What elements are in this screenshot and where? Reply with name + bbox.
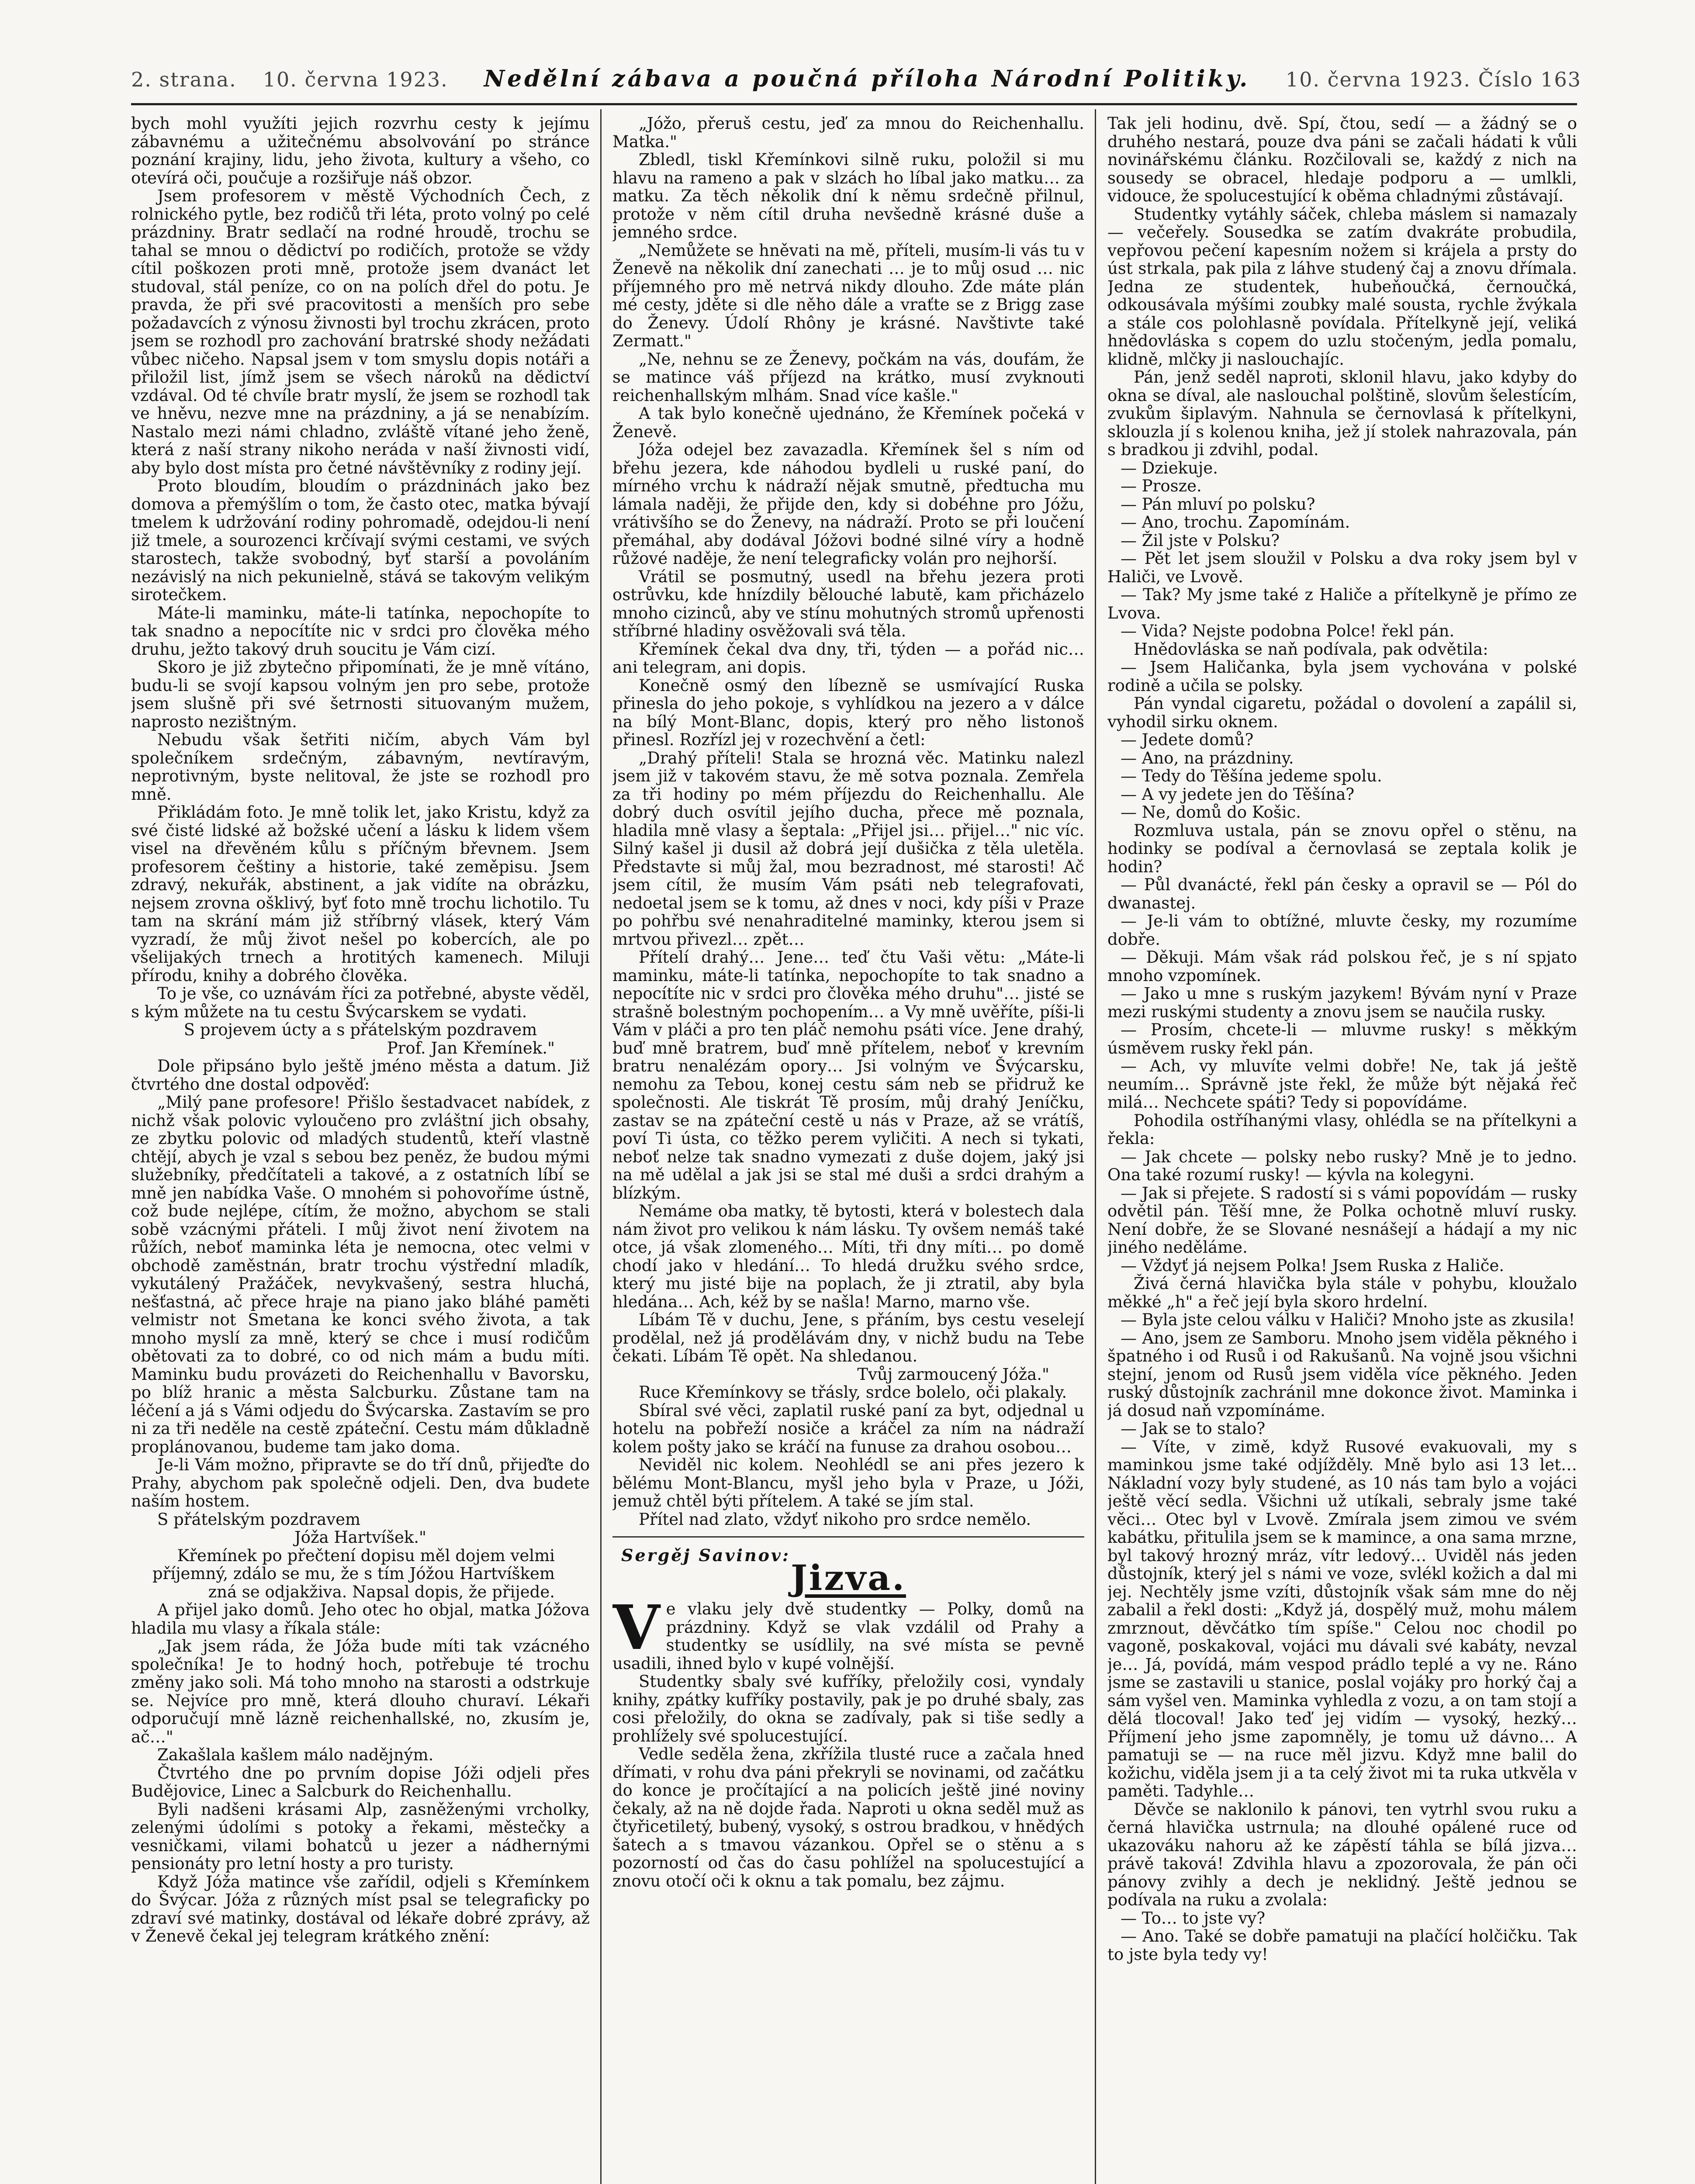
paragraph: — Jako u mne s ruským jazykem! Bývám nyní v Praze mezi ruskými studenty a znovu jsem se naučila rusky. [1107,984,1577,1021]
paragraph: Sbíral své věci, zaplatil ruské paní za byt, odjednal u hotelu na pobřeží nosiče a kráčel za ním na nádraží kolem pošty jako se kráčí na funuse za drahou osobou… [612,1401,1084,1456]
page-header [131,66,1581,96]
paragraph: Jóža odejel bez zavazadla. Křemínek šel s ním od břehu jezera, kde náhodou bydleli u ruské paní, do mírného vrchu k nádraží nějak smutně, předtucha mu lámala naději, že přijde den, kdy si dobéhne pro Jóžu, vrátivšího se do Ženevy, na nádraží. Proto se při loučení přemáhal, aby dodával Jóžovi bodné silné víry a hodně růžové naděje, že není telegraficky volán pro nejhorší. [612,440,1084,568]
column-divider [1095,109,1096,2184]
paragraph: Studentky vytáhly sáček, chleba máslem si namazaly — večeřely. Sousedka se zatím dvakráte probudila, vepřovou pečení kapesním nožem si krájela a prsty do úst strkala, pak pila z láhve studený čaj a znovu dřímala. Jedna ze studentek, hubeňoučká, černoučká, odkousávala mýšími zoubky malé sousta, rychle žvýkala a stále cos polohlasně povídala. Přítelkyně její, veliká hnědovláska s copem do uzlu stočeným, jedla pomalu, klidně, mlčky ji naslouchajíc. [1107,204,1577,369]
paragraph: — Jak si přejete. S radostí si s vámi popovídám — rusky odvětil pán. Těší mne, že Polka ochotně mluví rusky. Není dobře, že se Slované nesnášejí a hádají a my nic jiného neděláme. [1107,1183,1577,1257]
paragraph: Jóža Hartvíšek." [294,1528,427,1547]
paragraph: — Prosím, chcete-li — mluvme rusky! s měkkým úsměvem rusky řekl pán. [1107,1020,1577,1057]
paragraph: — Ach, vy mluvíte velmi dobře! Ne, tak já ještě neumím… Správně jste řekl, že může být nějaká řeč milá… Nechcete spáti? Tedy si popovídáme. [1107,1057,1577,1112]
paragraph: — Tedy do Těšína jedeme spolu. [1121,767,1382,785]
paragraph: Živá černá hlavička byla stále v pohybu, kloužalo měkké „h" a řeč její byla skoro hrdelní. [1107,1274,1577,1311]
paragraph: — To… to jste vy? [1121,1908,1266,1928]
paragraph: Máte-li maminku, máte-li tatínka, nepochopíte to tak snadno a nepocítíte nic v srdci pro člověka mého druhu, ježto takový druh soucitu je Vám cizí. [131,603,590,659]
paragraph: Byli nadšeni krásami Alp, zasněženými vrcholky, zelenými údolími s potoky a řekami, městečky a vesničkami, vilami bohatců u jezer a nádhernými pensionáty pro letní hosty a pro turisty. [131,1800,590,1873]
paragraph: Prof. Jan Křemínek." [387,1038,555,1057]
paragraph: Vedle seděla žena, zkřížila tlusté ruce a začala hned dřímati, v rohu dva páni překryli se novinami, od začátku do konce je pročítající a na policích ještě jiné noviny čekaly, až na ně dojde řada. Naproti u okna seděl muž as čtyřicetiletý, bubený, vysoký, s ostrou bradkou, v hnědých šatech a s tmavou vázankou. Opřel se o stěnu a s pozorností od čas do času pohlížel na spolucestující a znovu otočí oči k oknu a tak pomalu, bez zájmu. [612,1745,1084,1890]
paragraph: — Půl dvanácté, řekl pán česky a opravil se — Pól do dwanastej. [1107,875,1577,912]
paragraph: „Milý pane profesore! Přišlo šestadvacet nabídek, z nichž však polovic vyloučeno pro zvláštní jich obsahy, ze zbytku polovic od mladých studentů, kteří vlastně chtějí, abych je vzal s sebou bez peněz, že budou mými služebníky, předčítateli a takové, a z ostatních líbí se mně jen nabídka Vaše. O mnohém si pohovoříme ústně, což bude nejlépe, cítím, že možno, abychom se stali sobě vzácnými přáteli. I můj život není životem na růžích, neboť maminka léta je nemocna, otec velmi v obchodě zaměstnán, bratr trochu výstřední mladík, vykutálený Pražáček, nevykvašený, sestra hluchá, nešťastná, ač přece hraje na piano jako bláhé paměti velmistr not Smetana ke konci svého života, a tak mnoho myslí za mně, který se chce i musí rodičům obětovati za to dobré, co od nich mám a budu míti. Maminku budu provázeti do Reichenhallu v Bavorsku, po blíž hranic a města Salcburku. Zůstane tam na léčení a já s Vámi odjedu do Švýcarska. Zastavím se pro ni za tři neděle na cestě zpáteční. Cestu mám důkladně proplánovanou, budeme tam jako doma. [131,1093,590,1456]
paragraph: Přikládám foto. Je mně tolik let, jako Kristu, když za své čisté lidské až božské učení a lásku k lidem všem visel na dřevěném kůlu s příčným břevnem. Jsem profesorem češtiny a historie, také zeměpisu. Jsem zdravý, nekuřák, abstinent, a jak vidíte na obrázku, nejsem zrovna ošklivý, byť foto mně trochu lichotilo. Tu tam na skrání mám již stříbrný vlásek, který Vám vyzradí, že můj život nešel po kobercích, ale po všelijakých trnech a hrotitých kamenech. Miluji přírodu, knihy a dobrého člověka. [131,803,590,985]
paragraph: Přítel nad zlato, vždyť nikoho pro srdce nemělo. [639,1510,1031,1529]
paragraph: — Vždyť já nejsem Polka! Jsem Ruska z Haliče. [1121,1256,1505,1275]
header-date-right: 10. června 1923. Číslo 163 [1285,68,1581,91]
paragraph: — Pán mluví po polsku? [1121,494,1315,514]
paragraph: Neviděl nic kolem. Neohlédl se ani přes jezero k bělému Mont-Blancu, myšl jeho byla v Praze, u Jóži, jemuž chtěl býti přítelem. A také se jím stal. [612,1455,1084,1510]
paragraph: „Jóžo, přeruš cestu, jeď za mnou do Reichenhallu. Matka." [612,114,1084,151]
paragraph: Ruce Křemínkovy se třásly, srdce bolelo, oči plakaly. [639,1383,1067,1402]
paragraph: Studentky sbaly své kufříky, přeložily cosi, vyndaly knihy, zpátky kufříky postavily, pak je po druhé sbaly, zas cosi přeložily, do okna se zadívaly, pak si tiše sedly a prohlížely své spolucestující. [612,1672,1084,1745]
section-divider [612,1536,1084,1538]
paragraph: Proto bloudím, bloudím o prázdninách jako bez domova a přemýšlím o tom, že často otec, matka bývají tmelem k udržování rodiny pohromadě, odejdou-li není již tmele, a sourozenci krčívají svými cestami, ve svých starostech, takže svobodný, byť starší a povoláním nezávislý na nich pekunielně, stává se takovým velikým sirotečkem. [131,477,590,604]
paragraph: S projevem úcty a s přátelským pozdravem [183,1020,537,1039]
paragraph: — Jak se to stalo? [1121,1419,1266,1438]
paragraph: Nemáme oba matky, tě bytosti, která v bolestech dala nám život pro velikou k nám lásku. Ty ovšem nemáš také otce, já však zlomeného… Míti, tři dny míti… po domě chodí jako v hledání… To hledá družku svého srdce, který mu jisté bije na poplach, že ji ztratil, aby byla hledána… Ach, kéž by se našla! Marno, marno vše. [612,1202,1084,1311]
paragraph: Hnědovláska se naň podívala, pak odvětila: [1134,639,1488,659]
paragraph: „Ne, nehnu se ze Ženevy, počkám na vás, doufám, že se matince váš příjezd na krátko, musí zvyknouti reichenhallským mlhám. Snad více kašle." [612,349,1084,405]
paragraph: — Jedete domů? [1121,730,1254,749]
paragraph: A přijel jako domů. Jeho otec ho objal, matka Jóžova hladila mu vlasy a říkala stále: [131,1600,590,1638]
paragraph: S přátelským pozdravem [157,1510,361,1529]
paragraph: — A vy jedete jen do Těšína? [1121,784,1355,804]
paragraph: — Ano. Také se dobře pamatuji na plačící holčičku. Tak to jste byla tedy vy! [1107,1927,1577,1964]
paragraph: Konečně osmý den líbezně se usmívající Ruska přinesla do jeho pokoje, s vyhlídkou na jezero a v dálce na bílý Mont-Blanc, dopis, který pro něho listonoš přinesl. Rozřízl jej v rozechvění a četl: [612,676,1084,749]
paragraph: — Vida? Nejste podobna Polce! řekl pán. [1121,622,1455,640]
paragraph: — Ano, trochu. Zapomínám. [1121,513,1350,532]
masthead: Nedělní zábava a poučná příloha Národní Politiky. [484,66,1250,92]
paragraph: — Ne, domů do Košic. [1121,803,1301,822]
page-number: 2. strana. [131,68,237,91]
paragraph: Tak jeli hodinu, dvě. Spí, čtou, sedí — a žádný se o druhého nestará, pouze dva páni se začali hádati k vůli novinářskému článku. Rozčilovali se, každý z nich na sousedy se obracel, hledaje podporu a — umlkli, vidouce, že spolucestující k oběma chladnými zůstávají. [1107,114,1577,205]
paragraph: bych mohl využíti jejich rozvrhu cesty k jejímu zábavnému a užitečnému absolvování po stránce poznání krajiny, lidu, jeho života, kultury a všeho, co otevírá oči, poučuje a rozšiřuje náš obzor. [131,114,590,187]
paragraph: Pán, jenž seděl naproti, sklonil hlavu, jako kdyby do okna se díval, ale naslouchal polštině, slovům šelestícím, zvukům šiplavým. Nahnula se černovlasá k přítelkyni, sklouzla jí s kolenou kniha, jež jí stolek nahrazovala, pán s bradkou ji zdvihl, podal. [1107,368,1577,459]
paragraph: Vrátil se posmutný, usedl na břehu jezera proti ostrůvku, kde hnízdily bělouché labutě, kam přicházelo mnoho cizinců, aby ve stínu mohutných stromů upřenosti stříbrné hladiny osvěžovali svá těla. [612,567,1084,640]
story-body [612,1673,1084,1890]
paragraph: „Jak jsem ráda, že Jóža bude míti tak vzácného společníka! Je to hodný hoch, potřebuje té trochu změny jako soli. Má toho mnoho na starosti a odstrkuje se. Nejvíce pro mně, která dlouho churaví. Lékaři odporučují mně lázně reichenhallské, no, zkusím je, ač…" [131,1637,590,1746]
paragraph: Líbám Tě v duchu, Jene, s přáním, bys cestu veselejí prodělal, než já prodělávám dny, v nichž budu na Tebe čekati. Líbám Tě opět. Na shledanou. [612,1310,1084,1365]
paragraph: — Víte, v zimě, když Rusové evakuovali, my s maminkou jsme také odjížděly. Mně bylo asi 13 let… Nákladní vozy byly studené, as 10 nás tam bylo a vojáci ještě věcí sedla. Všichni už utíkali, sebraly jsme také věci… Otec byl v Lvově. Zmírala jsem zimou ve svém kabátku, přitulila jsem se k mamince, a ona sama mrzne, byl takový hrozný mráz, vítr ledový… Uviděl nás jeden důstojník, který jel s námi ve voze, svlékl kožich a dal mi jej. Nechtěly jsme vzíti, důstojník však sám mne do něj zabalil a řekl dosti: „Když já, dospělý muž, mohu málem zmrznout, děvčátko tím spíše." Celou noc chodil po vagoně, poskakoval, vojáci mu dávali své kabáty, nevzal je… Já, povídá, mám vespod prádlo teplé a vy ne. Ráno jsme se zastavili u stanice, poslal vojáky pro horký čaj a sám vyšel ven. Maminka vyhledla z vozu, a on tam stojí a dělá tlocoval! Jako teď jej vidím — vysoký, hezký… Příjmení jeho jsme zapomněly, je tomu už dávno… A pamatuji se — na ruce měl jizvu. Když mne balil do kožichu, viděla jsem ji a ta celý život mi ta ruka utkvěla v paměti. Tadyhle… [1107,1437,1577,1800]
paragraph: To je vše, co uznávám říci za potřebné, abyste věděl, s kým můžete na tu cestu Švýcarskem se vydati. [131,984,590,1021]
paragraph: Je-li Vám možno, připravte se do tří dnů, přijeďte do Prahy, abychom pak společně odjeli. Den, dva budete naším hostem. [131,1455,590,1510]
paragraph: Děvče se naklonilo k pánovi, ten vytrhl svou ruku a černá hlavička ustrnula; na dlouhé opálené ruce od ukazováku nahoru až ke zápěstí táhla se bílá jizva… právě taková! Zdvihla hlavu a zpozorovala, že pán oči pánovy zvihly a dech je neklidný. Ještě jednou se podívala na ruku a zvolala: [1107,1800,1577,1909]
paragraph: Rozmluva ustala, pán se znovu opřel o stěnu, na hodinky se podíval a černovlasá se zeptala kolik je hodin? [1107,821,1577,876]
drop-cap: V [612,1592,660,1664]
paragraph: Skoro je již zbytečno připomínati, že je mně vítáno, budu-li se svojí kapsou volným jen pro sebe, protože jsem slušně při své šetrnosti situovaným mužem, naprosto nezištným. [131,658,590,731]
story-author: Sergěj Savinov: [621,1545,791,1565]
paragraph: Když Jóža matince vše zařídil, odjeli s Křemínkem do Švýcar. Jóža z různých míst psal se telegraficky po zdraví své matinky, dostával od lékaře dobré zprávy, až v Ženevě čekal jej telegram krátkého znění: [131,1872,590,1946]
paragraph: — Tak? My jsme také z Haliče a přítelkyně je přímo ze Lvova. [1107,585,1577,622]
paragraph: „Nemůžete se hněvati na mě, příteli, musím-li vás tu v Ženevě na několik dní zanechati … je to můj osud … nic příjemného pro mě netrvá nikdy dlouho. Zde máte plán mé cesty, jděte si dle něho dále a vraťte se z Brigg zase do Ženevy. Údolí Rhôny je krásné. Navštivte také Zermatt." [612,241,1084,350]
paragraph: — Dziekuje. [1121,458,1218,477]
paragraph: — Žil jste v Polsku? [1121,531,1280,550]
paragraph: — Byla jste celou válku v Haliči? Mnoho jste as zkusila! [1121,1310,1575,1329]
column-2 [612,114,1084,2184]
story-title: Jizva. [791,1557,906,1598]
paragraph: Křemínek čekal dva dny, tři, týden — a pořád nic… ani telegram, ani dopis. [612,639,1084,677]
paragraph: Pán vyndal cigaretu, požádal o dovolení a zapálil si, vyhodil sirku oknem. [1107,694,1577,731]
paragraph: Přítelí drahý… Jene… teď čtu Vaši větu: „Máte-li maminku, máte-li tatínka, nepochopíte to tak snadno a nepocítíte nic v srdci pro člověka mého druhu"… jisté se strašně bolestným pochopením… a Vy mně uvěříte, píši-li Vám v pláči a pro ten pláč nemohu psáti více. Jene drahý, buď mně bratrem, buď mně přítelem, neboť v krevním bratru nenalézám opory… Jsi volným ve Švýcarsku, nemohu za Tebou, konej cestu sám neb se přidruž ke společnosti. Ale tiskrát Tě prosím, můj drahý Jeníčku, zastav se na zpáteční cestě u nás v Praze, až se vrátíš, poví Ti ústa, co těžko perem vyličiti. A nech si tykati, neboť nelze tak snadno vymezati z duše dojem, jaký jsi na mě udělal a jak jsi se stal mé duši a srdci drahým a blízkým. [612,948,1084,1203]
column-3 [1107,114,1577,2184]
paragraph: — Děkuji. Mám však rád polskou řeč, je s ní spjato mnoho vzpomínek. [1107,948,1577,985]
paragraph: Pohodila ostříhanými vlasy, ohlédla se na přítelkyni a řekla: [1107,1111,1577,1148]
paragraph: Nebudu však šetřiti ničím, abych Vám byl společníkem srdečným, zábavným, nevtíravým, neprotivným, byste nelitoval, že jste se rozhodl pro mně. [131,730,590,804]
story-first-paragraph [612,1592,1084,1673]
story-continuation [612,114,1084,1528]
paragraph: — Prosze. [1121,477,1202,495]
paragraph: Křemínek po přečtení dopisu měl dojem velmi příjemný, zdálo se mu, že s tím Jóžou Hartvíškem zná se odjakživa. Napsal dopis, že přijede. [152,1546,555,1601]
paragraph: „Drahý příteli! Stala se hrozná věc. Matinku nalezl jsem již v takovém stavu, že mě sotva poznala. Zemřela za tři hodiny po mém příjezdu do Reichenhallu. Ale dobrý duch osvítil jejího ducha, přece mě poznala, hladila mně vlasy a šeptala: „Přijel jsi… přijel…" nic víc. Silný kašel ji dusil až dobrá její dušička z těla uletěla. Představte si můj žal, mou bezradnost, mé starosti! Ač jsem cítil, že musím Vám psáti neb telegrafovati, nedoetal jsem se k tomu, až dnes v noci, kdy píši v Praze po pohřbu své nenahraditelné maminky, kterou jsem si mrtvou přivezl… zpět… [612,748,1084,949]
paragraph: Jsem profesorem v městě Východních Čech, z rolnického pytle, bez rodičů tři léta, proto volný po celé prázdniny. Bratr sedlačí na rodné hroudě, trochu se tahal se mnou o dědictví po rodičích, protože se vždy cítil poškozen proti mně, protože jsem dvanáct let studoval, stál peníze, co on na polích dřel do potu. Je pravda, že při své pracovitosti a menších pro sebe požadavcích z výnosu živnosti byl trochu zkrácen, proto jsem se rozhodl pro zachování bratrské shody nežádati vůbec ničeho. Napsal jsem v tom smyslu dopis notáři a přiložil list, jímž jsem se všech nároků na dědictví vzdával. Od té chvíle bratr myslí, že jsem se rozhodl tak ve hněvu, nezve mne na prázdniny, a já se nenabízím. Nastalo mezi námi chladno, zvláště vítané jeho ženě, která z naší strany nikoho neráda v naší živnosti vidí, aby bylo dost místa pro četné návštěvníky z rodiny její. [131,187,590,477]
paragraph: A tak bylo konečně ujednáno, že Křemínek počeká v Ženevě. [612,404,1084,441]
header-date-left: 10. června 1923. [263,68,448,91]
column-1 [131,114,590,2184]
paragraph: Čtvrtého dne po prvním dopise Jóži odjeli přes Budějovice, Linec a Salcburk do Reichenhallu. [131,1763,590,1800]
paragraph: Zakašlala kašlem málo nadějným. [157,1745,434,1764]
column-divider [600,109,602,2184]
paragraph: — Ano, na prázdniny. [1121,748,1294,767]
paragraph: Dole připsáno bylo ještě jméno města a datum. Již čtvrtého dne dostal odpověď: [131,1057,590,1094]
paragraph: — Jsem Haličanka, byla jsem vychována v polské rodině a učila se polsky. [1107,658,1577,695]
paragraph: — Jak chcete — polsky nebo rusky? Mně je to jedno. Ona také rozumí rusky! — kývla na kolegyni. [1107,1147,1577,1184]
paragraph: — Pět let jsem sloužil v Polsku a dva roky jsem byl v Haliči, ve Lvově. [1107,549,1577,586]
first-paragraph-text: e vlaku jely dvě studentky — Polky, domů na prázdniny. Když se vlak vzdálil od Prahy a studentky se usídlily, na své místa se pevně usadili, ihned bylo v kupé volnější. [612,1600,1084,1673]
paragraph: — Je-li vám to obtížné, mluvte česky, my rozumíme dobře. [1107,912,1577,949]
paragraph: Tvůj zarmoucený Jóža." [857,1365,1049,1384]
paragraph: — Ano, jsem ze Samboru. Mnoho jsem viděla pěkného i špatného i od Rusů i od Rakušanů. Na vojně jsou všichni stejní, jenom od Rusů jsem viděla více pěkného. Jeden ruský důstojník zachránil mne dokonce život. Maminka i já dosud naň vzpomínáme. [1107,1328,1577,1420]
paragraph: Zbledl, tiskl Křemínkovi silně ruku, položil si mu hlavu na rameno a pak v slzách ho líbal jako matku… za matku. Za těch několik dní k němu srdečně přilnul, protože v něm cítil druha nevšedně krásné duše a jemného srdce. [612,150,1084,242]
header-rule [131,103,1577,105]
